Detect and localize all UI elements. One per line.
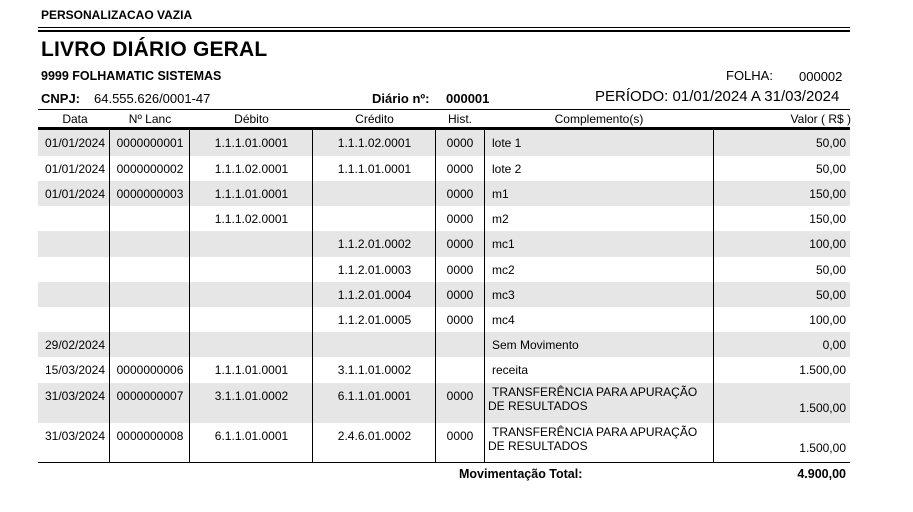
cell-valor: 0,00 [822,338,846,352]
cell-hist: 0000 [446,263,474,277]
cell-debito: 1.1.1.02.0001 [214,162,289,176]
folha-value: 000002 [799,69,843,84]
cnpj-label: CNPJ: [41,91,81,106]
cell-credito: 1.1.2.01.0004 [337,288,412,302]
col-header-debito: Débito [234,112,269,126]
col-header-lanc: Nº Lanc [128,112,172,126]
column-separator [713,129,714,462]
cell-debito: 1.1.1.01.0001 [214,187,289,201]
cell-hist: 0000 [446,212,474,226]
cell-valor: 150,00 [809,212,846,226]
folha-label: FOLHA: [726,68,773,83]
column-separator [189,129,190,462]
cell-debito: 1.1.1.02.0001 [214,212,289,226]
cell-lanc: 0000000002 [116,162,184,176]
cell-credito: 1.1.1.02.0001 [337,136,412,150]
cell-complemento: TRANSFERÊNCIA PARA APURAÇÃO [492,425,698,439]
cell-complemento: mc4 [492,313,515,327]
cell-lanc: 0000000006 [116,363,184,377]
col-header-complemento: Complemento(s) [554,112,644,126]
cell-valor: 100,00 [809,237,846,251]
column-separator [109,129,110,462]
cell-hist: 0000 [446,389,474,403]
cell-complemento: lote 1 [492,136,522,150]
cell-data: 01/01/2024 [44,136,106,150]
cell-data: 01/01/2024 [44,187,106,201]
cell-credito: 6.1.1.01.0001 [337,389,412,403]
cell-complemento: lote 2 [492,162,522,176]
column-separator [435,129,436,462]
col-header-credito: Crédito [355,112,394,126]
column-separator [312,129,313,462]
cell-data: 29/02/2024 [44,338,106,352]
cnpj-value: 64.555.626/0001-47 [94,91,211,106]
cell-complemento: mc1 [492,237,515,251]
cell-hist: 0000 [446,162,474,176]
cell-hist: 0000 [446,187,474,201]
cell-data: 01/01/2024 [44,162,106,176]
cell-hist: 0000 [446,429,474,443]
cell-data: 31/03/2024 [44,389,106,403]
cell-complemento: TRANSFERÊNCIA PARA APURAÇÃO [492,385,698,399]
cell-hist: 0000 [446,237,474,251]
total-label: Movimentação Total: [459,467,583,481]
cell-complemento: m2 [492,212,509,226]
cell-debito: 3.1.1.01.0002 [214,389,289,403]
cell-credito: 1.1.2.01.0003 [337,263,412,277]
report-company-top: PERSONALIZACAO VAZIA [41,8,193,22]
col-header-hist: Hist. [448,112,472,126]
cell-debito: 1.1.1.01.0001 [214,136,289,150]
top-divider-thick [38,30,850,32]
cell-valor: 1.500,00 [799,401,846,415]
col-header-valor: Valor ( R$ ) [790,112,851,126]
cell-hist: 0000 [446,136,474,150]
cell-credito: 1.1.1.01.0001 [337,162,412,176]
cell-valor: 50,00 [815,162,846,176]
cell-data: 31/03/2024 [44,429,106,443]
cell-credito: 1.1.2.01.0005 [337,313,412,327]
diario-label: Diário nº: [372,91,430,106]
cell-valor: 50,00 [815,136,846,150]
cell-complemento: mc3 [492,288,515,302]
total-value: 4.900,00 [797,467,846,481]
cell-complemento: m1 [492,187,509,201]
cell-credito: 2.4.6.01.0002 [337,429,412,443]
periodo: PERÍODO: 01/01/2024 A 31/03/2024 [595,88,840,105]
header-divider [38,109,850,110]
cell-valor: 1.500,00 [799,441,846,455]
cell-complemento: Sem Movimento [492,338,579,352]
cell-data: 15/03/2024 [44,363,106,377]
cell-valor: 150,00 [809,187,846,201]
col-header-data: Data [62,112,88,126]
cell-valor: 50,00 [815,263,846,277]
cell-credito: 3.1.1.01.0002 [337,363,412,377]
cell-debito: 6.1.1.01.0001 [214,429,289,443]
cell-lanc: 0000000001 [116,136,184,150]
cell-hist: 0000 [446,313,474,327]
cell-credito: 1.1.2.01.0002 [337,237,412,251]
cell-valor: 100,00 [809,313,846,327]
company-name: 9999 FOLHAMATIC SISTEMAS [41,69,222,83]
top-divider [38,27,850,28]
cell-complemento-line2: DE RESULTADOS [488,399,588,413]
report-title: LIVRO DIÁRIO GERAL [41,38,268,61]
cell-lanc: 0000000007 [116,389,184,403]
cell-complemento-line2: DE RESULTADOS [488,439,588,453]
cell-valor: 1.500,00 [799,363,846,377]
cell-lanc: 0000000008 [116,429,184,443]
cell-hist: 0000 [446,288,474,302]
cell-lanc: 0000000003 [116,187,184,201]
cell-debito: 1.1.1.01.0001 [214,363,289,377]
cell-complemento: mc2 [492,263,515,277]
cell-valor: 50,00 [815,288,846,302]
diario-value: 000001 [446,91,490,106]
column-separator [484,129,485,462]
cell-complemento: receita [492,363,529,377]
table-bottom-divider [38,462,850,463]
